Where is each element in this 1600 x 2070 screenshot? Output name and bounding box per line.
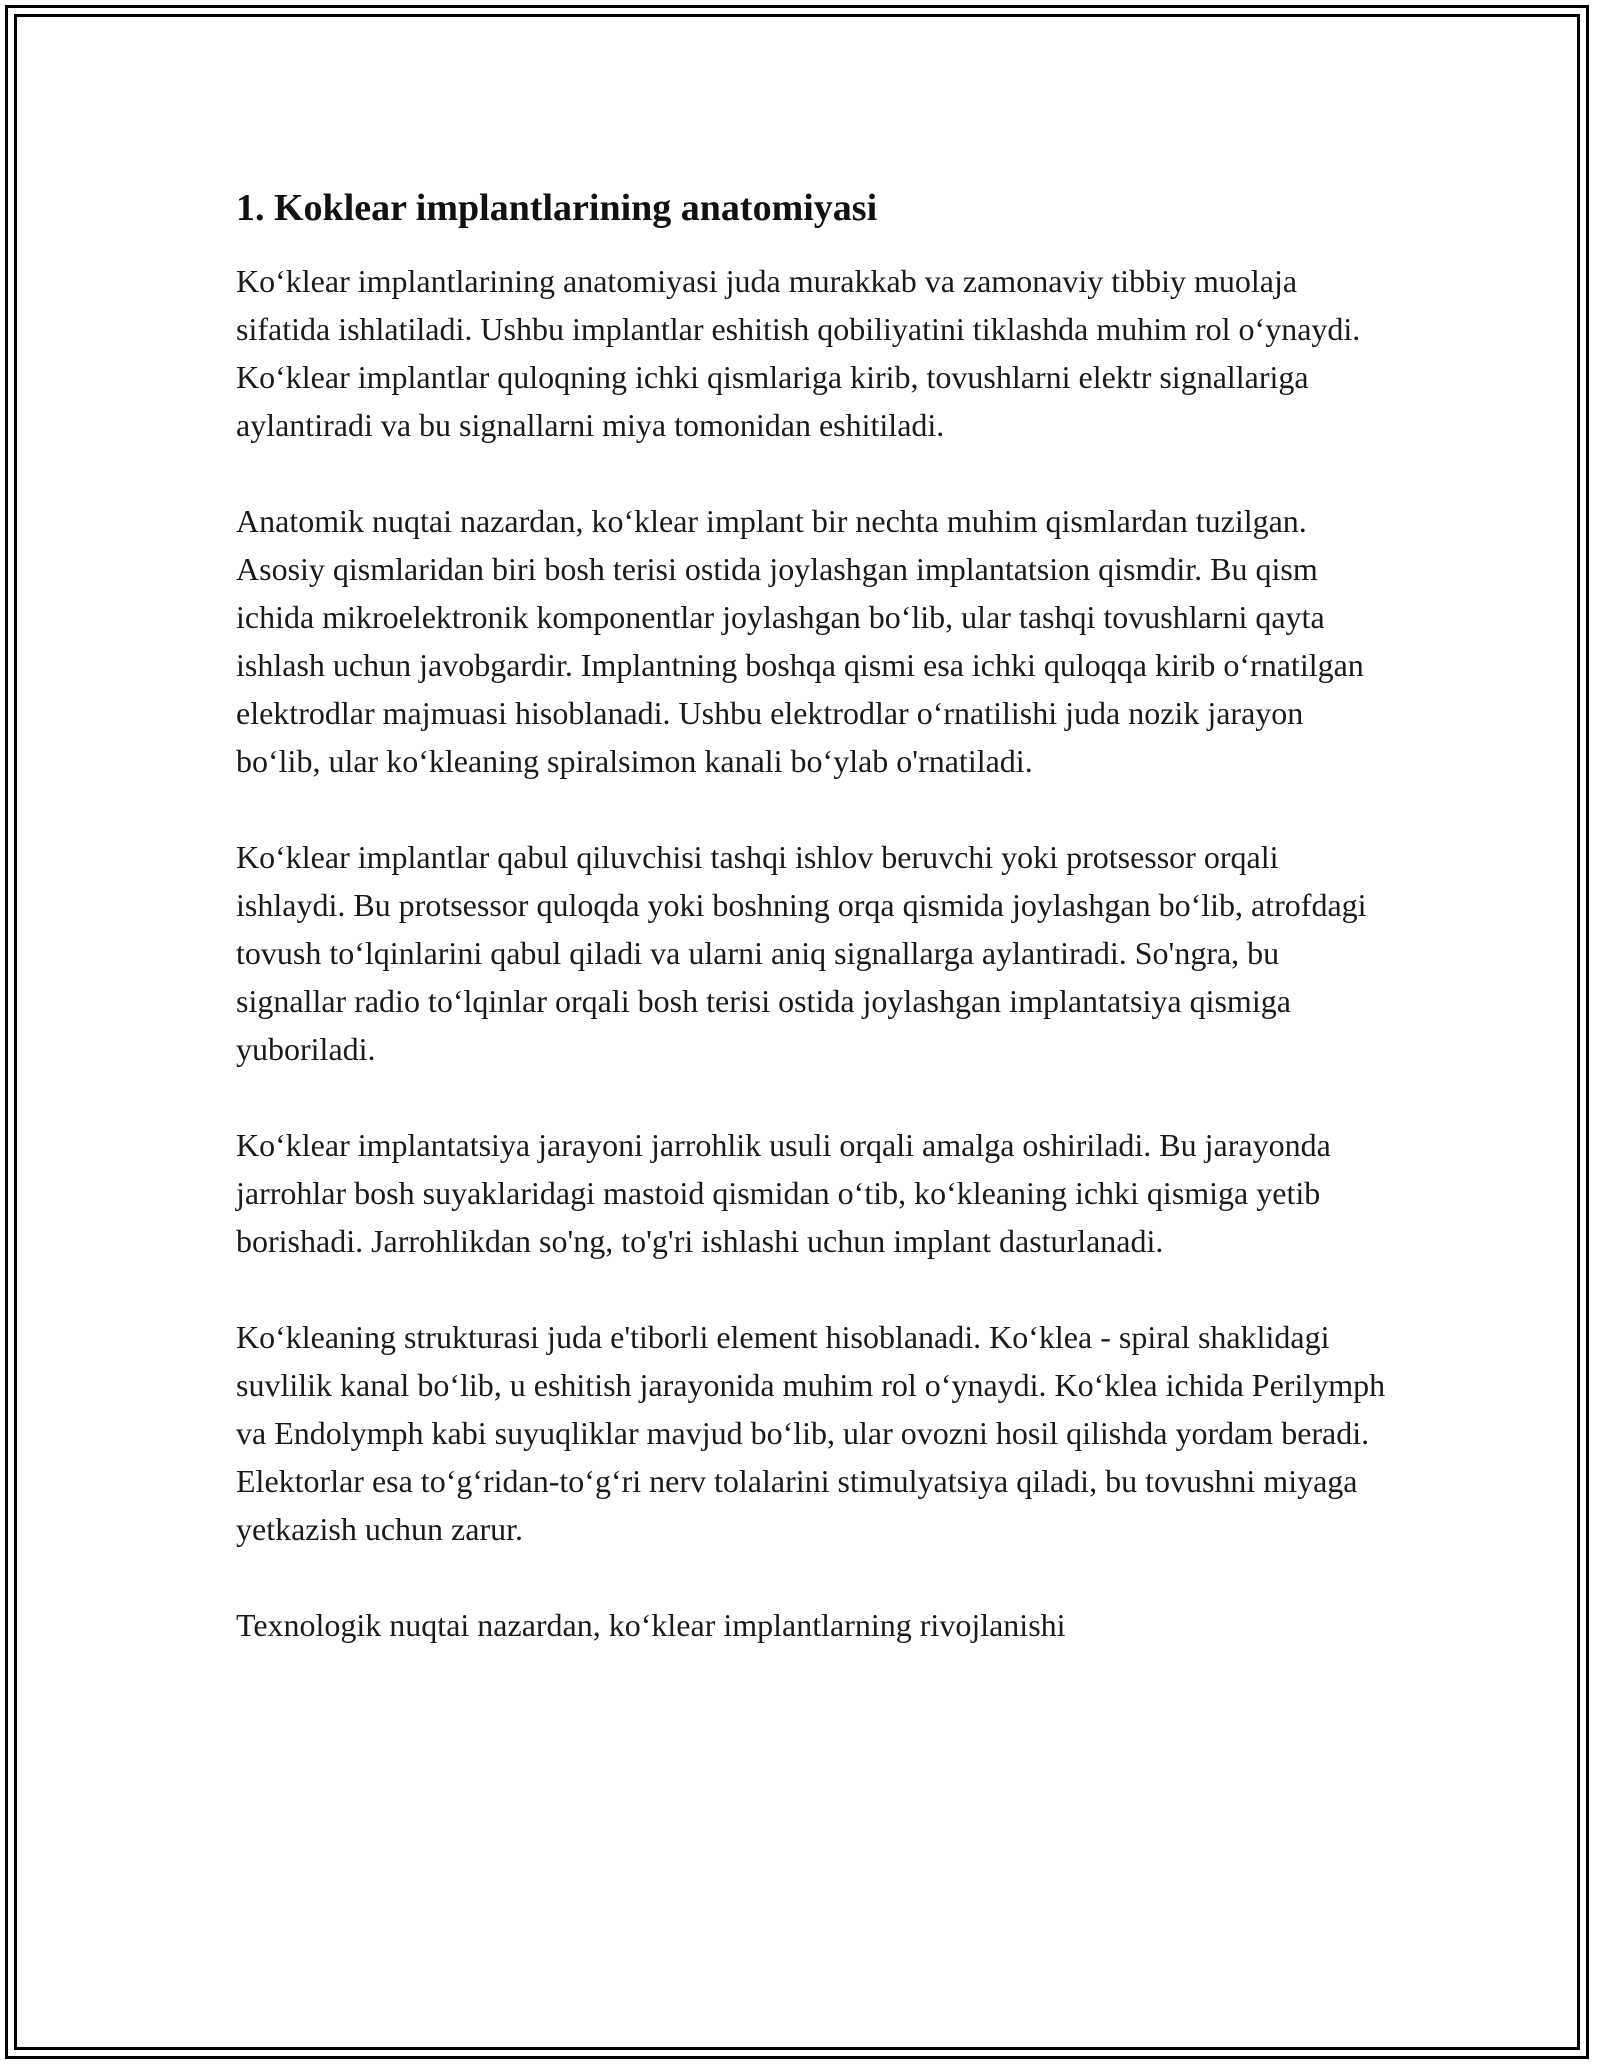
paragraph-technology: Texnologik nuqtai nazardan, ko‘klear implantlarning rivojlanishi (236, 1607, 1066, 1644)
section-heading: 1. Koklear implantlarining anatomiyasi (236, 187, 878, 229)
paragraph-cochlea-structure: Ko‘kleaning strukturasi juda e'tiborli element hisoblanadi. Ko‘klea - spiral shaklidagi suvlilik kanal bo‘lib, u eshitish jarayonida muhim rol o‘ynaydi. Ko‘klea ichida Perilymph va Endolymph kabi suyuqliklar mavjud bo‘lib, ular ovozni hosil qilishda yordam beradi. Elektorlar esa to‘g‘ridan-to‘g‘ri nerv tolalarini stimulyatsiya qiladi, bu tovushni miyaga yetkazish uchun zarur. (236, 1319, 1386, 1548)
document-body (236, 182, 1386, 1649)
paragraph-processor: Ko‘klear implantlar qabul qiluvchisi tashqi ishlov beruvchi yoki protsessor orqali ishlaydi. Bu protsessor quloqda yoki boshning orqa qismida joylashgan bo‘lib, atrofdagi tovush to‘lqinlarini qabul qiladi va ularni aniq signallarga aylantiradi. So'ngra, bu signallar radio to‘lqinlar orqali bosh terisi ostida joylashgan implantatsiya qismiga yuboriladi. (236, 839, 1367, 1068)
paragraph-anatomy: Anatomik nuqtai nazardan, ko‘klear implant bir nechta muhim qismlardan tuzilgan. Asosiy qismlaridan biri bosh terisi ostida joylashgan implantatsion qismdir. Bu qism ichida mikroelektronik komponentlar joylashgan bo‘lib, ular tashqi tovushlarni qayta ishlash uchun javobgardir. Implantning boshqa qismi esa ichki quloqqa kirib o‘rnatilgan elektrodlar majmuasi hisoblanadi. Ushbu elektrodlar o‘rnatilishi juda nozik jarayon bo‘lib, ular ko‘kleaning spiralsimon kanali bo‘ylab o'rnatiladi. (236, 503, 1364, 780)
paragraph-intro: Ko‘klear implantlarining anatomiyasi juda murakkab va zamonaviy tibbiy muolaja sifatida ishlatiladi. Ushbu implantlar eshitish qobiliyatini tiklashda muhim rol o‘ynaydi. Ko‘klear implantlar quloqning ichki qismlariga kirib, tovushlarni elektr signallariga aylantiradi va bu signallarni miya tomonidan eshitiladi. (236, 263, 1361, 444)
paragraph-surgery: Ko‘klear implantatsiya jarayoni jarrohlik usuli orqali amalga oshiriladi. Bu jarayonda jarrohlar bosh suyaklaridagi mastoid qismidan o‘tib, ko‘kleaning ichki qismiga yetib borishadi. Jarrohlikdan so'ng, to'g'ri ishlashi uchun implant dasturlanadi. (236, 1127, 1331, 1260)
